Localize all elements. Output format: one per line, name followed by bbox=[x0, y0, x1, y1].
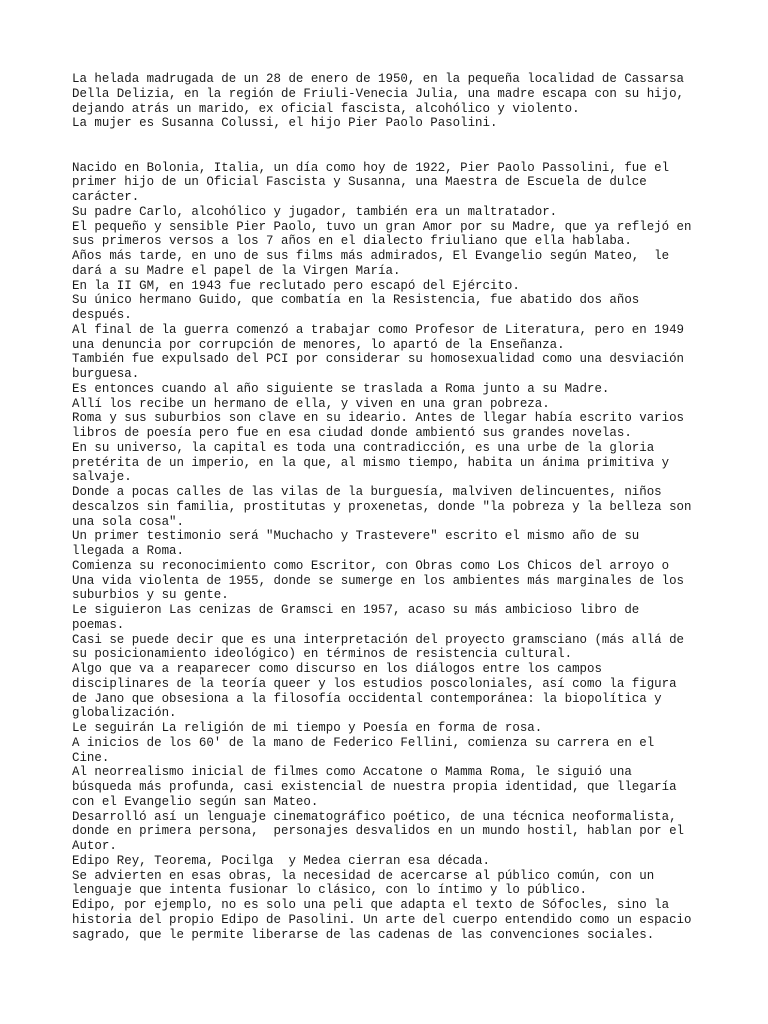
text-line: dejando atrás un marido, ex oficial fascista, alcohólico y violento. bbox=[72, 101, 580, 116]
text-line: Un primer testimonio será "Muchacho y Trastevere" escrito el mismo año de su bbox=[72, 529, 640, 544]
text-line: Edipo Rey, Teorema, Pocilga y Medea cierran esa década. bbox=[72, 853, 490, 868]
text-line: Edipo, por ejemplo, no es solo una peli que adapta el texto de Sófocles, sino la bbox=[72, 898, 670, 912]
text-line: donde en primera persona, personajes desvalidos en un mundo hostil, hablan por el bbox=[72, 824, 685, 839]
text-line: burguesa. bbox=[72, 367, 140, 381]
text-line: En la II GM, en 1943 fue reclutado pero escapó del Ejército. bbox=[72, 278, 520, 293]
text-line: Una vida violenta de 1955, donde se sumerge en los ambientes más marginales de los bbox=[72, 573, 685, 588]
text-line: Comienza su reconocimiento como Escritor, con Obras como Los Chicos del arroyo o bbox=[72, 558, 670, 573]
text-line: Autor. bbox=[72, 839, 117, 853]
text-line: primer hijo de un Oficial Fascista y Susanna, una Maestra de Escuela de dulce bbox=[72, 175, 647, 190]
text-line: poemas. bbox=[72, 617, 125, 632]
text-line: sagrado, que le permite liberarse de las cadenas de las convenciones sociales. bbox=[72, 927, 655, 942]
text-line: pretérita de un imperio, en la que, al mismo tiempo, habita un ánima primitiva y bbox=[72, 455, 670, 470]
text-line: Le siguieron Las cenizas de Gramsci en 1957, acaso su más ambicioso libro de bbox=[72, 603, 640, 617]
text-line: Nacido en Bolonia, Italia, un día como hoy de 1922, Pier Paolo Passolini, fue el bbox=[72, 160, 670, 175]
text-line: Su único hermano Guido, que combatía en la Resistencia, fue abatido dos años bbox=[72, 293, 640, 308]
text-line: lenguaje que intenta fusionar lo clásico, con lo íntimo y lo público. bbox=[72, 883, 587, 898]
text-line: Cine. bbox=[72, 750, 110, 765]
text-line: Es entonces cuando al año siguiente se traslada a Roma junto a su Madre. bbox=[72, 381, 610, 396]
text-line: La mujer es Susanna Colussi, el hijo Pier Paolo Pasolini. bbox=[72, 116, 498, 131]
text-line: su posicionamiento ideológico) en términos de resistencia cultural. bbox=[72, 647, 573, 662]
text-line: llegada a Roma. bbox=[72, 544, 184, 558]
text-line: Se advierten en esas obras, la necesidad de acercarse al público común, con un bbox=[72, 868, 655, 883]
text-line: Años más tarde, en uno de sus films más admirados, El Evangelio según Mateo, le bbox=[72, 249, 670, 263]
text-line: suburbios y su gente. bbox=[72, 588, 229, 603]
text-line: globalización. bbox=[72, 706, 177, 721]
paragraph-biography bbox=[72, 161, 712, 943]
text-line: búsqueda más profunda, casi existencial de nuestra propia identidad, que llegaría bbox=[72, 780, 677, 794]
text-line: Allí los recibe un hermano de ella, y viven en una gran pobreza. bbox=[72, 396, 550, 411]
text-line: El pequeño y sensible Pier Paolo, tuvo un gran Amor por su Madre, que ya reflejó en bbox=[72, 219, 692, 234]
text-line: También fue expulsado del PCI por considerar su homosexualidad como una desviación bbox=[72, 352, 685, 367]
text-line: sus primeros versos a los 7 años en el dialecto friuliano que ella hablaba. bbox=[72, 234, 632, 249]
text-line: libros de poesía pero fue en esa ciudad donde ambientó sus grandes novelas. bbox=[72, 426, 632, 440]
document-page bbox=[72, 72, 712, 942]
text-line: En su universo, la capital es toda una contradicción, es una urbe de la gloria bbox=[72, 440, 655, 455]
text-line: Roma y sus suburbios son clave en su ideario. Antes de llegar había escrito varios bbox=[72, 411, 685, 426]
text-line: Desarrolló así un lenguaje cinematográfico poético, de una técnica neoformalista, bbox=[72, 809, 677, 824]
text-line: carácter. bbox=[72, 190, 140, 204]
text-line: Le seguirán La religión de mi tiempo y Poesía en forma de rosa. bbox=[72, 721, 543, 735]
text-line: Al neorrealismo inicial de filmes como Accatone o Mamma Roma, le siguió una bbox=[72, 765, 632, 780]
text-line: Casi se puede decir que es una interpretación del proyecto gramsciano (más allá de bbox=[72, 632, 685, 647]
text-line: A inicios de los 60' de la mano de Federico Fellini, comienza su carrera en el bbox=[72, 735, 655, 750]
paragraph-intro bbox=[72, 72, 712, 131]
paragraph-spacer bbox=[72, 131, 712, 161]
text-line: Su padre Carlo, alcohólico y jugador, también era un maltratador. bbox=[72, 204, 558, 219]
text-line: con el Evangelio según san Mateo. bbox=[72, 794, 319, 809]
text-line: La helada madrugada de un 28 de enero de 1950, en la pequeña localidad de Cassarsa bbox=[72, 72, 685, 86]
text-line: Della Delizia, en la región de Friuli-Venecia Julia, una madre escapa con su hijo, bbox=[72, 86, 685, 101]
text-line: disciplinares de la teoría queer y los estudios poscoloniales, así como la figura bbox=[72, 676, 677, 691]
text-line: después. bbox=[72, 308, 132, 322]
text-line: una sola cosa". bbox=[72, 514, 184, 529]
text-line: Al final de la guerra comenzó a trabajar como Profesor de Literatura, pero en 1949 bbox=[72, 322, 685, 337]
text-line: descalzos sin familia, prostitutas y proxenetas, donde "la pobreza y la belleza son bbox=[72, 499, 692, 514]
text-line: salvaje. bbox=[72, 470, 132, 485]
text-line: historia del propio Edipo de Pasolini. Un arte del cuerpo entendido como un espacio bbox=[72, 912, 692, 927]
text-line: una denuncia por corrupción de menores, lo apartó de la Enseñanza. bbox=[72, 337, 565, 352]
text-line: de Jano que obsesiona a la filosofía occidental contemporánea: la biopolítica y bbox=[72, 691, 662, 706]
text-line: dará a su Madre el papel de la Virgen María. bbox=[72, 263, 401, 278]
text-line: Algo que va a reaparecer como discurso en los diálogos entre los campos bbox=[72, 662, 602, 676]
text-line: Donde a pocas calles de las vilas de la burguesía, malviven delincuentes, niños bbox=[72, 485, 662, 499]
